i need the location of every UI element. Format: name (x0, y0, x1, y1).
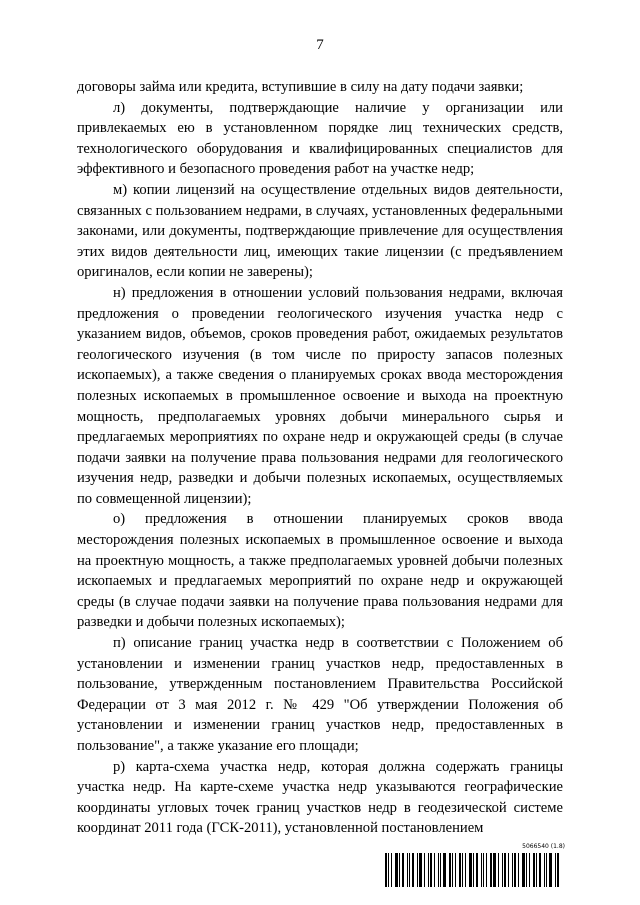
paragraph-m: м) копии лицензий на осуществление отдельных видов деятельности, связанных с пользованием недрами, в случаях, установленных федеральными законами, или документы, подтверждающие привлечение для осуществления этих видов деятельности лиц, имеющих такие лицензии (с предъявлением оригиналов, если копии не заверены); (77, 181, 563, 281)
barcode-stripe (557, 853, 559, 887)
barcode-stripe (395, 853, 398, 887)
barcode-stripe (486, 853, 487, 887)
barcode-stripe (469, 853, 472, 887)
barcode-stripe (407, 853, 408, 887)
barcode-stripe (493, 853, 496, 887)
barcode-stripe (462, 853, 463, 887)
barcode-icon (385, 853, 565, 887)
barcode-stripe (546, 853, 547, 887)
barcode-stripe (402, 853, 404, 887)
barcode-stripe (424, 853, 425, 887)
barcode-stripe (430, 853, 432, 887)
barcode-stripe (440, 853, 441, 887)
barcode-stripe (428, 853, 429, 887)
barcode-stripe (391, 853, 392, 887)
barcode-stripe (539, 853, 541, 887)
barcode-stripe (483, 853, 484, 887)
barcode-stripe (452, 853, 453, 887)
paragraph-continuation: договоры займа или кредита, вступившие в силу на дату подачи заявки; (77, 79, 524, 95)
barcode-stripe (512, 853, 513, 887)
paragraph-r: р) карта-схема участка недр, которая должна содержать границы участка недр. На карте-схеме участка недр указываются географические координаты угловых точек границ участков недр в геодезической системе координат 2011 года (ГСК-2011), установленной постановлением (77, 758, 563, 837)
paragraph-n: н) предложения в отношении условий пользования недрами, включая предложения о проведении геологического изучения участка недр с указанием видов, объемов, сроков проведения работ, ожидаемых результатов геологического изучения (в том числе по приросту запасов полезных ископаемых), а также сведения о планируемых сроках ввода месторождения полезных ископаемых в промышленное освоение и выхода на проектную мощность, предполагаемых уровнях добычи минерального сырья и предлагаемых мероприятиях по охране недр и окружающей среды (в случае подачи заявки на получение права пользования недрами для геологического изучения недр, разведки и добычи полезных ископаемых, осуществляемых по совмещенной лицензии); (77, 284, 563, 507)
barcode-stripe (533, 853, 535, 887)
barcode-stripe (412, 853, 414, 887)
barcode-stripe (549, 853, 552, 887)
barcode-stripe (514, 853, 516, 887)
document-barcode (385, 843, 565, 893)
barcode-stripe (476, 853, 478, 887)
barcode-stripe (449, 853, 451, 887)
paragraph-o: о) предложения в отношении планируемых сроков ввода месторождения полезных ископаемых в промышленное освоение и выхода на проектную мощность, а также предполагаемых уровней добычи полезных ископаемых и предлагаемых мероприятий по охране недр и окружающей среды (в случае подачи заявки на получение права пользования недрами для разведки и добычи полезных ископаемых); (77, 511, 563, 631)
barcode-stripe (385, 853, 387, 887)
barcode-stripe (388, 853, 389, 887)
barcode-stripe (502, 853, 503, 887)
paragraph-l: л) документы, подтверждающие наличие у организации или привлекаемых ею в установленном порядке лиц технических средств, технологического оборудования и квалифицированных специалистов для эффективного и безопасного проведения работ на участке недр; (77, 99, 563, 178)
barcode-stripe (498, 853, 499, 887)
barcode-stripe (508, 853, 509, 887)
barcode-stripe (465, 853, 466, 887)
barcode-stripe (473, 853, 474, 887)
barcode-stripe (529, 853, 530, 887)
barcode-stripe (526, 853, 527, 887)
barcode-stripe (544, 853, 545, 887)
barcode-stripe (417, 853, 418, 887)
barcode-stripe (518, 853, 519, 887)
barcode-caption: 5066540 (1.8) (522, 843, 565, 850)
paragraph-p: п) описание границ участка недр в соответствии с Положением об установлении и изменении границ участков недр, предоставленных в пользование, утвержденным постановлением Правительства Российской Федерации от 3 мая 2012 г. № 429 "Об утверждении Положения об установлении и изменении границ участков недр, предоставленных в пользование", а также указание его площади; (77, 635, 563, 754)
barcode-stripe (409, 853, 410, 887)
document-body (77, 77, 563, 839)
barcode-stripe (536, 853, 537, 887)
barcode-stripe (455, 853, 456, 887)
barcode-stripe (399, 853, 400, 887)
barcode-stripe (459, 853, 461, 887)
barcode-stripe (490, 853, 492, 887)
barcode-stripe (438, 853, 439, 887)
barcode-stripe (443, 853, 446, 887)
barcode-stripe (555, 853, 556, 887)
barcode-stripe (419, 853, 422, 887)
barcode-stripe (522, 853, 525, 887)
page-number: 7 (316, 37, 324, 53)
barcode-stripe (481, 853, 482, 887)
barcode-stripe (434, 853, 435, 887)
barcode-stripe (504, 853, 506, 887)
